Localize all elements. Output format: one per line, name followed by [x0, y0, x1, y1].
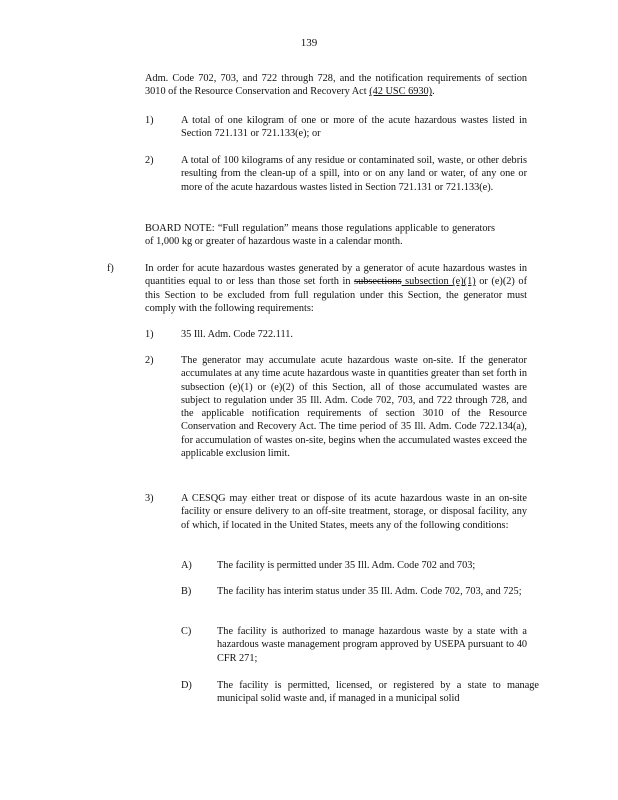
sub-item-label: A): [181, 560, 192, 571]
list-item-text: The generator may accumulate acute hazardous waste on-site. If the generator accumulates at any time acute hazardous waste in quantities greater than set forth in subsection (e)(1) or (e)(2) of this Section, all of those accumulated wastes are subject to regulation under 35 Ill. Adm. Code 702, 703, and 722 through 728, and the applicable notification requirements of section 3010 of the Resource Conservation and Recovery Act. The time period of 35 Ill. Adm. Code 722.134(a), for accumulation of wastes on-site, begins when the accumulated wastes exceed the applicable exclusion limit.: [181, 355, 527, 460]
section-f-text: [145, 262, 527, 315]
sub-item-text: The facility is authorized to manage hazardous waste by a state with a hazardous waste management program approved by USEPA pursuant to 40 CFR 271;: [217, 626, 527, 664]
section-f-text-a: In order for acute hazardous wastes generated by a generator of acute hazardous wastes in quantities equal to or less than those set forth in: [145, 263, 527, 288]
section-f-deleted: subsections: [354, 276, 402, 288]
sub-item-label: C): [181, 626, 192, 637]
list-item-label: 1): [145, 329, 154, 340]
intro-end: .: [432, 86, 435, 98]
sub-item-label: D): [181, 680, 192, 691]
list-item-text: A total of one kilogram of one or more of the acute hazardous wastes listed in Section 721.131 or 721.133(e); or: [181, 115, 527, 140]
sub-item-label: B): [181, 586, 192, 597]
intro-citation: (42 USC 6930): [369, 86, 433, 98]
sub-item-text: The facility has interim status under 35 Ill. Adm. Code 702, 703, and 725;: [217, 586, 522, 597]
section-f-inserted: subsection (e)(1): [401, 276, 476, 288]
list-item-label: 1): [145, 115, 154, 126]
board-note: BOARD NOTE: “Full regulation” means those regulations applicable to generators of 1,000 kg or greater of hazardous waste in a calendar month.: [145, 223, 495, 248]
section-label: f): [107, 263, 114, 274]
list-item-label: 3): [145, 493, 154, 504]
section-f-text-b: or (e)(2) of this Section to be excluded from full regulation under this Section, the generator must comply with the following requirements:: [145, 276, 528, 314]
list-item-text: A total of 100 kilograms of any residue or contaminated soil, waste, or other debris resulting from the clean-up of a spill, into or on any land or water, of any one or more of the acute hazardous wastes listed in Section 721.131 or 721.133(e).: [181, 155, 527, 193]
list-item-label: 2): [145, 355, 154, 366]
page-number: 139: [300, 37, 318, 49]
sub-item-text: The facility is permitted, licensed, or registered by a state to manage municipal solid waste and, if managed in a municipal solid: [217, 680, 539, 705]
intro-text: Adm. Code 702, 703, and 722 through 728, and the notification requirements of section 3010 of the Resource Conservation and Recovery Act: [145, 73, 527, 98]
list-item-label: 2): [145, 155, 154, 166]
list-item-text: A CESQG may either treat or dispose of its acute hazardous waste in an on-site facility or ensure delivery to an off-site treatment, storage, or disposal facility, any of which, if located in the United States, meets any of the following conditions:: [181, 493, 527, 531]
sub-item-text: The facility is permitted under 35 Ill. Adm. Code 702 and 703;: [217, 560, 476, 571]
list-item-text: 35 Ill. Adm. Code 722.111.: [181, 329, 293, 340]
intro-paragraph: [145, 72, 527, 99]
